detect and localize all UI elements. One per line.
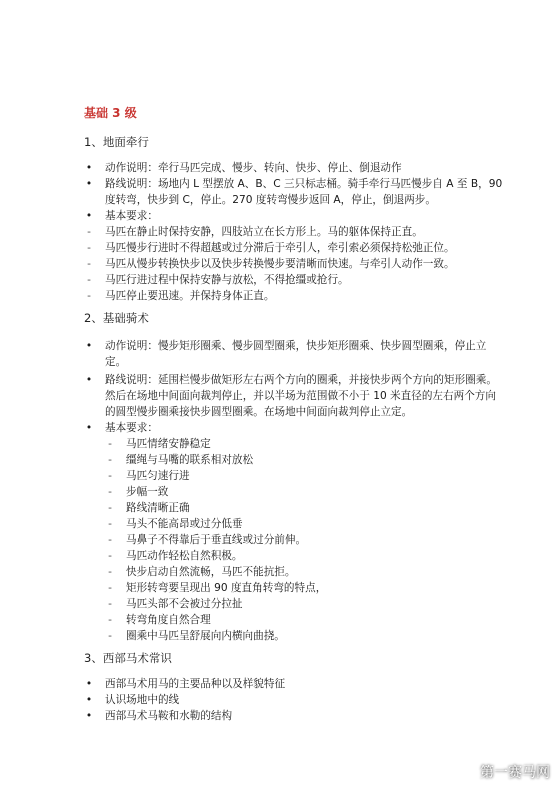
dash-icon: - [108, 534, 112, 546]
list-item-text: 认识场地中的线 [105, 694, 180, 706]
list-item [84, 160, 504, 176]
bullet-icon: • [85, 422, 93, 434]
dash-icon: - [108, 566, 112, 578]
section-2-list [84, 338, 504, 644]
list-item [84, 224, 504, 240]
list-item-text: 转弯角度自然合理 [126, 614, 211, 626]
list-item [84, 240, 504, 256]
list-item [105, 468, 504, 484]
dash-icon: - [108, 518, 112, 530]
list-item [105, 628, 504, 644]
dash-icon: - [108, 550, 112, 562]
bullet-icon: • [85, 210, 93, 222]
list-item-text: 马匹动作轻松自然积极。 [126, 550, 243, 562]
watermark [454, 762, 550, 782]
list-item-text: 马匹慢步行进时不得超越或过分滞后于牵引人，牵引索必须保持松弛正位。 [105, 242, 455, 254]
dash-icon: - [87, 258, 91, 270]
list-item [84, 256, 504, 272]
list-item-text: 动作说明：牵行马匹完成、慢步、转向、快步、停止、倒退动作 [105, 162, 402, 174]
dash-icon: - [87, 274, 91, 286]
list-item [105, 580, 504, 596]
list-item-text: 马匹从慢步转换快步以及快步转换慢步要清晰而快速。与牵引人动作一致。 [105, 258, 455, 270]
bullet-icon: • [85, 694, 93, 706]
dash-icon: - [108, 598, 112, 610]
dash-icon: - [87, 242, 91, 254]
list-item [84, 176, 504, 208]
list-item [105, 564, 504, 580]
list-item-text: 缰绳与马嘴的联系相对放松 [126, 454, 254, 466]
list-item [84, 692, 504, 708]
list-item [84, 708, 504, 724]
list-item-text: 西部马术马鞍和水勒的结构 [105, 710, 233, 722]
list-item [105, 436, 504, 452]
list-item-text: 路线说明：延围栏慢步做矩形左右两个方向的圈乘，并接快步两个方向的矩形圈乘。然后在场地中间面向裁判停止，并以半场为范围做不小于 10 米直径的左右两个方向的圆型慢步圈乘接快步圆型圈乘。在场地中间面向裁判停止立定。 [105, 374, 497, 418]
dash-icon: - [108, 438, 112, 450]
list-item-text: 路线说明：场地内 L 型摆放 A、B、C 三只标志桶。骑手牵行马匹慢步自 A 至 B，90 度转弯，快步到 C，停止。270 度转弯慢步返回 A，停止，倒退两步。 [105, 178, 503, 206]
list-item [105, 612, 504, 628]
list-item-text: 马鼻子不得靠后于垂直线或过分前伸。 [126, 534, 307, 546]
list-item-text: 路线清晰正确 [126, 502, 190, 514]
dash-icon: - [108, 470, 112, 482]
dash-icon: - [108, 502, 112, 514]
list-item-text: 步幅一致 [126, 486, 169, 498]
list-item [84, 420, 504, 644]
list-item [105, 532, 504, 548]
dash-icon: - [108, 486, 112, 498]
level-title: 基础 3 级 [84, 106, 137, 120]
section-1-requirements [84, 224, 504, 304]
list-item [84, 272, 504, 288]
section-3-list [84, 676, 504, 724]
bullet-icon: • [85, 710, 93, 722]
bullet-icon: • [85, 678, 93, 690]
list-item [105, 548, 504, 564]
list-item-text: 马头不能高昂或过分低垂 [126, 518, 243, 530]
bullet-icon: • [85, 162, 93, 174]
list-item-text: 马匹匀速行进 [126, 470, 190, 482]
dash-icon: - [108, 630, 112, 642]
list-item-text: 马匹在静止时保持安静，四肢站立在长方形上。马的躯体保持正直。 [105, 226, 423, 238]
section-2-requirements [105, 436, 504, 644]
list-item-text: 马匹停止要迅速。并保持身体正直。 [105, 290, 275, 302]
list-item-text: 马匹情绪安静稳定 [126, 438, 211, 450]
list-item-text: 快步启动自然流畅，马匹不能抗拒。 [126, 566, 296, 578]
list-item-text: 基本要求： [105, 422, 158, 434]
list-item [105, 452, 504, 468]
list-item-text: 动作说明：慢步矩形圈乘、慢步圆型圈乘，快步矩形圈乘、快步圆型圈乘，停止立定。 [105, 340, 487, 368]
list-item-text: 矩形转弯要呈现出 90 度直角转弯的特点， [126, 582, 327, 594]
list-item [105, 484, 504, 500]
dash-icon: - [87, 226, 91, 238]
list-item-text: 马匹行进过程中保持安静与放松，不得抢缰或抢行。 [105, 274, 349, 286]
section-title-ground-leading: 1、地面牵行 [84, 135, 149, 149]
list-item-text: 基本要求： [105, 210, 158, 222]
bullet-icon: • [85, 374, 93, 386]
watermark-text: 第一赛马网 [480, 765, 550, 781]
section-title-western-riding: 3、西部马术常识 [84, 651, 172, 665]
dash-icon: - [108, 454, 112, 466]
list-item [84, 676, 504, 692]
section-title-basic-riding: 2、基础骑术 [84, 311, 149, 325]
list-item [105, 516, 504, 532]
dash-icon: - [87, 290, 91, 302]
list-item [105, 500, 504, 516]
list-item [84, 372, 504, 420]
dash-icon: - [108, 582, 112, 594]
list-item [84, 338, 504, 370]
section-1-list [84, 160, 504, 224]
list-item [84, 288, 504, 304]
wechat-icon [454, 763, 474, 781]
list-item [84, 208, 504, 224]
list-item-text: 西部马术用马的主要品种以及样貌特征 [105, 678, 286, 690]
list-item [105, 596, 504, 612]
dash-icon: - [108, 614, 112, 626]
list-item-text: 马匹头部不会被过分拉扯 [126, 598, 243, 610]
bullet-icon: • [85, 340, 93, 352]
list-item-text: 圈乘中马匹呈舒展向内横向曲挠。 [126, 630, 285, 642]
bullet-icon: • [85, 178, 93, 190]
